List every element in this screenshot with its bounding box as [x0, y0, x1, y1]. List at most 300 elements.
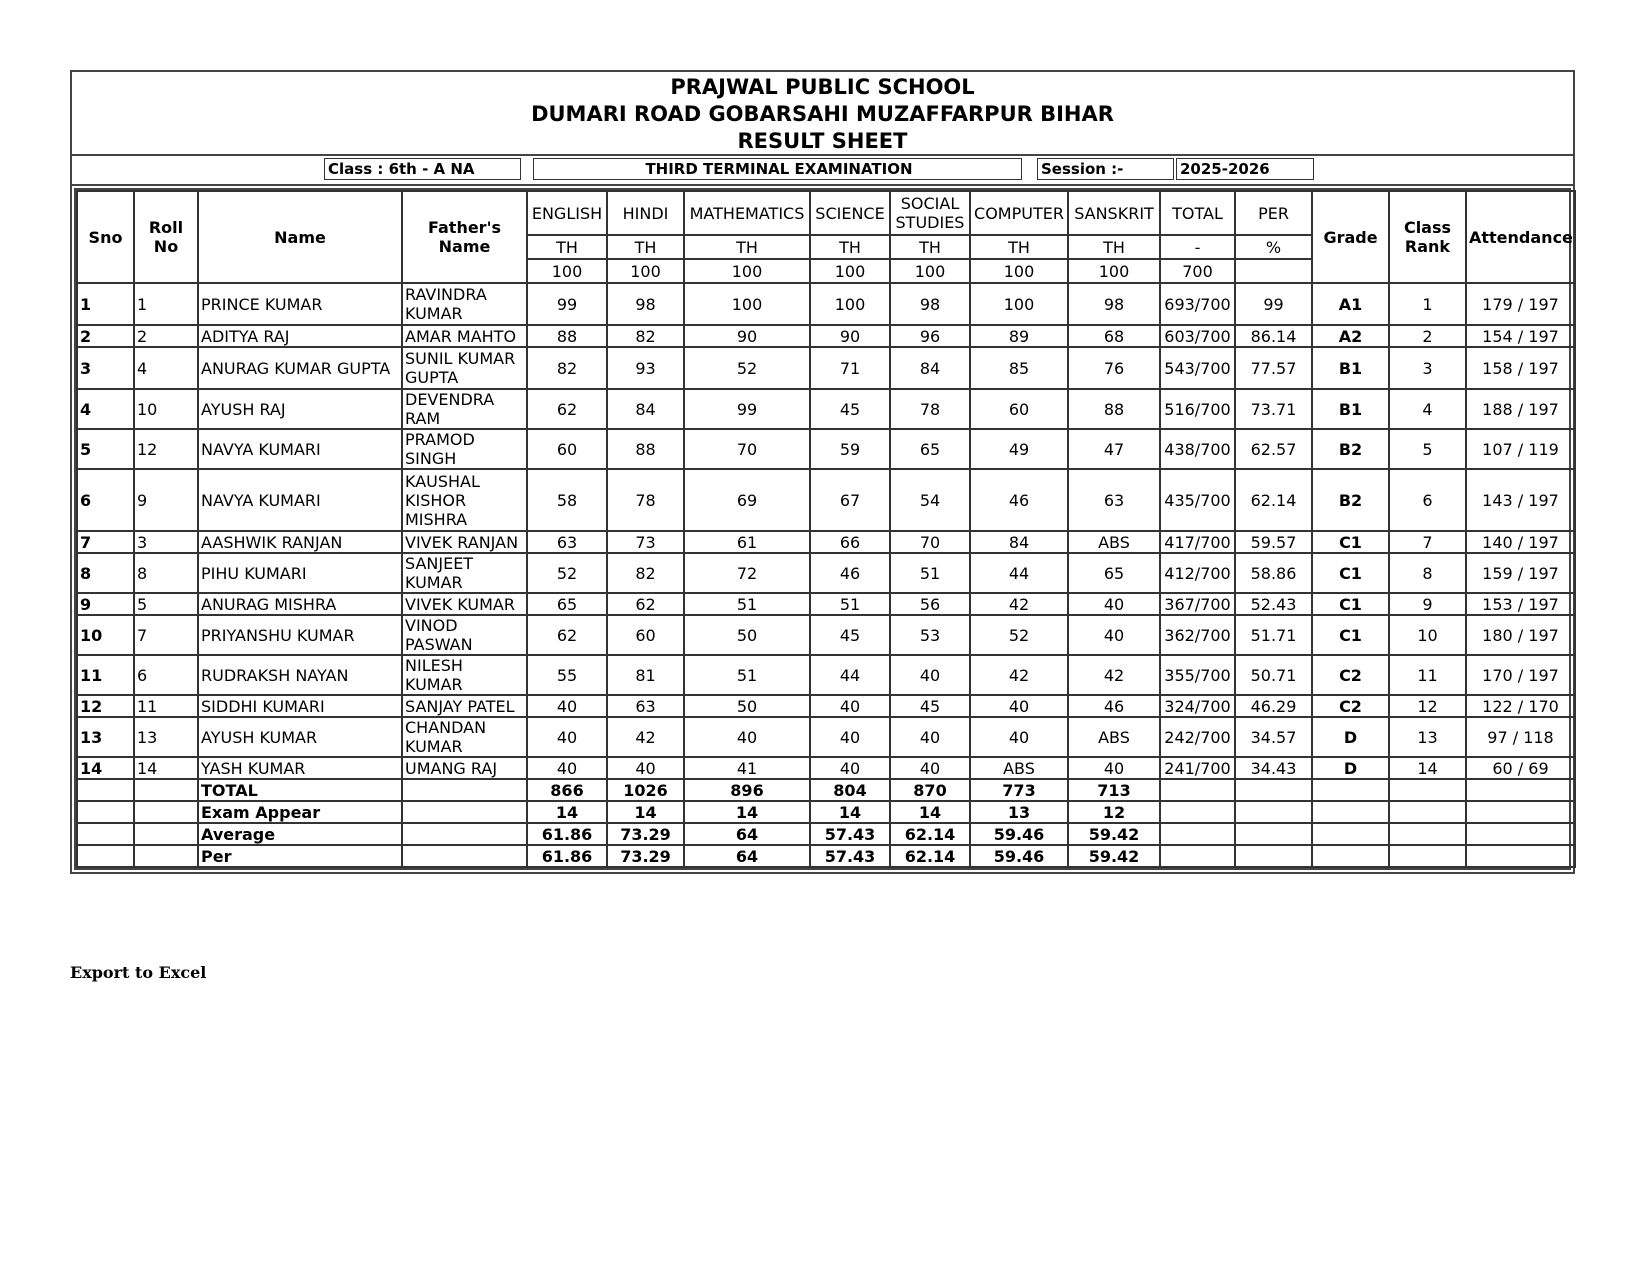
cell-rank: 7 [1389, 531, 1466, 553]
cell-mark: 62 [527, 615, 607, 655]
cell-empty [134, 823, 198, 845]
cell-mark: 40 [527, 717, 607, 757]
cell-mark: 88 [1068, 389, 1160, 429]
cell-name: ADITYA RAJ [198, 325, 402, 347]
cell-mark: 44 [810, 655, 890, 695]
cell-per: 50.71 [1235, 655, 1312, 695]
cell-total: 367/700 [1160, 593, 1235, 615]
cell-sno: 3 [77, 347, 134, 389]
cell-mark: 40 [1068, 593, 1160, 615]
summary-value: 896 [684, 779, 810, 801]
summary-value: 713 [1068, 779, 1160, 801]
cell-mark: 88 [527, 325, 607, 347]
cell-mark: 76 [1068, 347, 1160, 389]
col-subject-type: TH [810, 235, 890, 259]
cell-attendance: 107 / 119 [1466, 429, 1575, 469]
cell-father: VINOD PASWAN [402, 615, 527, 655]
cell-name: ANURAG MISHRA [198, 593, 402, 615]
table-row [77, 283, 1575, 325]
cell-mark: 68 [1068, 325, 1160, 347]
summary-label: Exam Appear [198, 801, 402, 823]
cell-mark: 100 [684, 283, 810, 325]
cell-mark: 90 [810, 325, 890, 347]
cell-mark: 40 [890, 655, 970, 695]
table-row [77, 717, 1575, 757]
cell-mark: 52 [527, 553, 607, 593]
table-row [77, 347, 1575, 389]
summary-value: 59.46 [970, 845, 1068, 867]
cell-mark: 51 [810, 593, 890, 615]
cell-mark: 53 [890, 615, 970, 655]
cell-mark: 98 [607, 283, 684, 325]
cell-mark: 40 [810, 717, 890, 757]
table-row [77, 531, 1575, 553]
cell-grade: A1 [1312, 283, 1389, 325]
cell-per: 58.86 [1235, 553, 1312, 593]
cell-mark: 44 [970, 553, 1068, 593]
table-row [77, 593, 1575, 615]
cell-total: 242/700 [1160, 717, 1235, 757]
col-per: PER [1235, 191, 1312, 235]
cell-mark: 85 [970, 347, 1068, 389]
summary-value: 14 [810, 801, 890, 823]
cell-name: AASHWIK RANJAN [198, 531, 402, 553]
cell-mark: 78 [607, 469, 684, 531]
cell-name: YASH KUMAR [198, 757, 402, 779]
results-table-frame [74, 188, 1571, 870]
cell-rank: 10 [1389, 615, 1466, 655]
cell-per: 62.57 [1235, 429, 1312, 469]
exam-meta-bar [72, 156, 1573, 186]
cell-mark: 49 [970, 429, 1068, 469]
cell-grade: C2 [1312, 655, 1389, 695]
cell-rank: 14 [1389, 757, 1466, 779]
cell-mark: 81 [607, 655, 684, 695]
cell-grade: C1 [1312, 615, 1389, 655]
cell-empty [1312, 845, 1389, 867]
col-grade: Grade [1312, 191, 1389, 283]
cell-mark: 54 [890, 469, 970, 531]
cell-grade: C1 [1312, 531, 1389, 553]
col-father: Father's Name [402, 191, 527, 283]
cell-mark: 82 [607, 553, 684, 593]
cell-mark: 84 [890, 347, 970, 389]
cell-mark: 51 [684, 655, 810, 695]
cell-empty [1235, 801, 1312, 823]
cell-name: NAVYA KUMARI [198, 429, 402, 469]
results-table [76, 190, 1576, 868]
cell-total: 362/700 [1160, 615, 1235, 655]
cell-empty [77, 801, 134, 823]
cell-father: SANJEET KUMAR [402, 553, 527, 593]
cell-mark: 72 [684, 553, 810, 593]
summary-value: 1026 [607, 779, 684, 801]
cell-mark: 60 [970, 389, 1068, 429]
table-row [77, 389, 1575, 429]
summary-value: 64 [684, 845, 810, 867]
table-row [77, 429, 1575, 469]
col-subject-max: 100 [684, 259, 810, 283]
cell-empty [1235, 779, 1312, 801]
cell-attendance: 153 / 197 [1466, 593, 1575, 615]
cell-mark: ABS [970, 757, 1068, 779]
col-subject-max: 100 [890, 259, 970, 283]
cell-per: 86.14 [1235, 325, 1312, 347]
cell-empty [134, 779, 198, 801]
table-header [77, 191, 1575, 283]
cell-roll: 8 [134, 553, 198, 593]
cell-mark: 40 [684, 717, 810, 757]
col-total-max: 700 [1160, 259, 1235, 283]
summary-value: 57.43 [810, 823, 890, 845]
cell-empty [1312, 801, 1389, 823]
cell-attendance: 122 / 170 [1466, 695, 1575, 717]
cell-sno: 4 [77, 389, 134, 429]
cell-empty [1160, 779, 1235, 801]
col-subject-max: 100 [810, 259, 890, 283]
cell-mark: 67 [810, 469, 890, 531]
cell-sno: 8 [77, 553, 134, 593]
cell-mark: 42 [970, 593, 1068, 615]
cell-total: 355/700 [1160, 655, 1235, 695]
col-subject-type: TH [607, 235, 684, 259]
cell-mark: 52 [684, 347, 810, 389]
cell-grade: B1 [1312, 389, 1389, 429]
cell-father: VIVEK KUMAR [402, 593, 527, 615]
cell-mark: 60 [607, 615, 684, 655]
cell-rank: 4 [1389, 389, 1466, 429]
cell-empty [1160, 845, 1235, 867]
col-subject: MATHEMATICS [684, 191, 810, 235]
cell-per: 62.14 [1235, 469, 1312, 531]
cell-per: 52.43 [1235, 593, 1312, 615]
cell-empty [1466, 845, 1575, 867]
result-sheet [70, 70, 1575, 874]
summary-value: 59.42 [1068, 845, 1160, 867]
cell-total: 693/700 [1160, 283, 1235, 325]
cell-attendance: 143 / 197 [1466, 469, 1575, 531]
summary-value: 12 [1068, 801, 1160, 823]
summary-value: 14 [684, 801, 810, 823]
cell-rank: 6 [1389, 469, 1466, 531]
cell-mark: 46 [1068, 695, 1160, 717]
cell-sno: 1 [77, 283, 134, 325]
col-attendance: Attendance [1466, 191, 1575, 283]
cell-father: VIVEK RANJAN [402, 531, 527, 553]
cell-empty [77, 823, 134, 845]
cell-mark: 100 [810, 283, 890, 325]
col-subject-type: TH [684, 235, 810, 259]
cell-mark: 40 [810, 695, 890, 717]
cell-empty [1389, 823, 1466, 845]
cell-attendance: 188 / 197 [1466, 389, 1575, 429]
cell-mark: 96 [890, 325, 970, 347]
summary-value: 866 [527, 779, 607, 801]
col-subject-max: 100 [527, 259, 607, 283]
summary-value: 57.43 [810, 845, 890, 867]
cell-per: 59.57 [1235, 531, 1312, 553]
summary-value: 73.29 [607, 823, 684, 845]
cell-mark: 40 [527, 757, 607, 779]
col-total-type: - [1160, 235, 1235, 259]
col-total: TOTAL [1160, 191, 1235, 235]
cell-name: RUDRAKSH NAYAN [198, 655, 402, 695]
cell-mark: 40 [607, 757, 684, 779]
cell-mark: 71 [810, 347, 890, 389]
cell-roll: 1 [134, 283, 198, 325]
cell-attendance: 170 / 197 [1466, 655, 1575, 695]
cell-name: PRINCE KUMAR [198, 283, 402, 325]
table-row [77, 655, 1575, 695]
cell-empty [1466, 801, 1575, 823]
cell-empty [77, 779, 134, 801]
cell-mark: 46 [810, 553, 890, 593]
cell-roll: 11 [134, 695, 198, 717]
col-subject: ENGLISH [527, 191, 607, 235]
summary-value: 870 [890, 779, 970, 801]
cell-mark: 40 [527, 695, 607, 717]
cell-mark: ABS [1068, 531, 1160, 553]
cell-total: 412/700 [1160, 553, 1235, 593]
cell-grade: C2 [1312, 695, 1389, 717]
cell-attendance: 180 / 197 [1466, 615, 1575, 655]
table-row [77, 757, 1575, 779]
cell-mark: 40 [1068, 757, 1160, 779]
cell-sno: 9 [77, 593, 134, 615]
cell-sno: 5 [77, 429, 134, 469]
cell-mark: 93 [607, 347, 684, 389]
cell-mark: 47 [1068, 429, 1160, 469]
summary-value: 62.14 [890, 845, 970, 867]
cell-mark: 42 [607, 717, 684, 757]
cell-father: AMAR MAHTO [402, 325, 527, 347]
cell-mark: 50 [684, 615, 810, 655]
cell-rank: 2 [1389, 325, 1466, 347]
cell-grade: A2 [1312, 325, 1389, 347]
cell-mark: 99 [684, 389, 810, 429]
cell-mark: 78 [890, 389, 970, 429]
cell-mark: 65 [890, 429, 970, 469]
cell-rank: 13 [1389, 717, 1466, 757]
col-subject-max: 100 [607, 259, 684, 283]
cell-empty [1312, 823, 1389, 845]
cell-mark: 45 [810, 389, 890, 429]
col-subject-max: 100 [970, 259, 1068, 283]
class-label: Class : 6th - A NA [324, 158, 521, 180]
cell-father: CHANDAN KUMAR [402, 717, 527, 757]
cell-mark: 45 [810, 615, 890, 655]
cell-mark: 59 [810, 429, 890, 469]
cell-name: NAVYA KUMARI [198, 469, 402, 531]
cell-mark: 62 [527, 389, 607, 429]
cell-attendance: 154 / 197 [1466, 325, 1575, 347]
cell-roll: 4 [134, 347, 198, 389]
cell-mark: 58 [527, 469, 607, 531]
cell-mark: 70 [684, 429, 810, 469]
session-label: Session :- [1037, 158, 1174, 180]
cell-sno: 13 [77, 717, 134, 757]
cell-mark: 98 [890, 283, 970, 325]
cell-empty [1312, 779, 1389, 801]
sheet-title: RESULT SHEET [737, 129, 908, 153]
cell-empty [1160, 801, 1235, 823]
cell-rank: 3 [1389, 347, 1466, 389]
summary-value: 14 [607, 801, 684, 823]
summary-value: 61.86 [527, 845, 607, 867]
summary-value: 13 [970, 801, 1068, 823]
cell-mark: 60 [527, 429, 607, 469]
cell-grade: B2 [1312, 469, 1389, 531]
exam-name: THIRD TERMINAL EXAMINATION [533, 158, 1022, 180]
cell-roll: 13 [134, 717, 198, 757]
export-to-excel-link[interactable]: Export to Excel [70, 963, 207, 982]
cell-empty [134, 845, 198, 867]
col-roll: Roll No [134, 191, 198, 283]
cell-sno: 11 [77, 655, 134, 695]
cell-per: 34.57 [1235, 717, 1312, 757]
cell-attendance: 158 / 197 [1466, 347, 1575, 389]
cell-sno: 7 [77, 531, 134, 553]
cell-sno: 12 [77, 695, 134, 717]
cell-rank: 9 [1389, 593, 1466, 615]
cell-father: PRAMOD SINGH [402, 429, 527, 469]
cell-grade: B2 [1312, 429, 1389, 469]
cell-attendance: 159 / 197 [1466, 553, 1575, 593]
cell-attendance: 60 / 69 [1466, 757, 1575, 779]
cell-father: RAVINDRA KUMAR [402, 283, 527, 325]
cell-mark: 61 [684, 531, 810, 553]
cell-total: 417/700 [1160, 531, 1235, 553]
cell-per: 51.71 [1235, 615, 1312, 655]
cell-mark: 63 [607, 695, 684, 717]
table-row [77, 325, 1575, 347]
col-rank: Class Rank [1389, 191, 1466, 283]
col-subject: COMPUTER [970, 191, 1068, 235]
summary-value: 73.29 [607, 845, 684, 867]
cell-total: 241/700 [1160, 757, 1235, 779]
cell-per: 77.57 [1235, 347, 1312, 389]
cell-mark: 55 [527, 655, 607, 695]
col-per-type: % [1235, 235, 1312, 259]
col-subject-type: TH [527, 235, 607, 259]
cell-mark: 40 [970, 695, 1068, 717]
summary-label: TOTAL [198, 779, 402, 801]
cell-empty [402, 823, 527, 845]
cell-sno: 6 [77, 469, 134, 531]
cell-rank: 5 [1389, 429, 1466, 469]
cell-per: 34.43 [1235, 757, 1312, 779]
cell-empty [402, 845, 527, 867]
session-value: 2025-2026 [1176, 158, 1314, 180]
cell-father: KAUSHAL KISHOR MISHRA [402, 469, 527, 531]
cell-mark: 40 [970, 717, 1068, 757]
cell-mark: 46 [970, 469, 1068, 531]
cell-rank: 1 [1389, 283, 1466, 325]
summary-value: 64 [684, 823, 810, 845]
cell-total: 435/700 [1160, 469, 1235, 531]
cell-mark: ABS [1068, 717, 1160, 757]
cell-roll: 9 [134, 469, 198, 531]
cell-father: NILESH KUMAR [402, 655, 527, 695]
cell-mark: 100 [970, 283, 1068, 325]
cell-father: DEVENDRA RAM [402, 389, 527, 429]
cell-mark: 41 [684, 757, 810, 779]
cell-empty [1235, 845, 1312, 867]
col-subject-max: 100 [1068, 259, 1160, 283]
cell-mark: 51 [684, 593, 810, 615]
cell-mark: 99 [527, 283, 607, 325]
summary-value: 59.42 [1068, 823, 1160, 845]
summary-row [77, 801, 1575, 823]
cell-attendance: 179 / 197 [1466, 283, 1575, 325]
cell-name: AYUSH RAJ [198, 389, 402, 429]
col-name: Name [198, 191, 402, 283]
cell-attendance: 140 / 197 [1466, 531, 1575, 553]
cell-mark: 63 [1068, 469, 1160, 531]
cell-mark: 73 [607, 531, 684, 553]
cell-mark: 82 [607, 325, 684, 347]
col-subject-type: TH [1068, 235, 1160, 259]
summary-label: Average [198, 823, 402, 845]
cell-empty [1389, 801, 1466, 823]
cell-mark: 51 [890, 553, 970, 593]
cell-empty [402, 801, 527, 823]
summary-row [77, 823, 1575, 845]
col-subject: HINDI [607, 191, 684, 235]
cell-rank: 11 [1389, 655, 1466, 695]
cell-mark: 98 [1068, 283, 1160, 325]
cell-mark: 82 [527, 347, 607, 389]
cell-sno: 14 [77, 757, 134, 779]
cell-mark: 52 [970, 615, 1068, 655]
summary-value: 773 [970, 779, 1068, 801]
cell-mark: 63 [527, 531, 607, 553]
cell-name: SIDDHI KUMARI [198, 695, 402, 717]
cell-mark: 90 [684, 325, 810, 347]
col-per-max [1235, 259, 1312, 283]
cell-name: PRIYANSHU KUMAR [198, 615, 402, 655]
header-row [77, 191, 1575, 235]
cell-roll: 5 [134, 593, 198, 615]
cell-sno: 2 [77, 325, 134, 347]
summary-row [77, 845, 1575, 867]
table-body [77, 283, 1575, 867]
cell-mark: 40 [890, 757, 970, 779]
cell-total: 324/700 [1160, 695, 1235, 717]
cell-mark: 62 [607, 593, 684, 615]
cell-total: 438/700 [1160, 429, 1235, 469]
col-subject-type: TH [970, 235, 1068, 259]
cell-mark: 70 [890, 531, 970, 553]
cell-mark: 89 [970, 325, 1068, 347]
summary-row [77, 779, 1575, 801]
cell-mark: 84 [607, 389, 684, 429]
cell-sno: 10 [77, 615, 134, 655]
cell-roll: 3 [134, 531, 198, 553]
cell-empty [1389, 845, 1466, 867]
cell-grade: D [1312, 757, 1389, 779]
cell-grade: D [1312, 717, 1389, 757]
cell-total: 516/700 [1160, 389, 1235, 429]
cell-mark: 42 [970, 655, 1068, 695]
cell-father: SANJAY PATEL [402, 695, 527, 717]
summary-value: 59.46 [970, 823, 1068, 845]
cell-mark: 40 [890, 717, 970, 757]
cell-rank: 12 [1389, 695, 1466, 717]
table-row [77, 695, 1575, 717]
cell-grade: C1 [1312, 593, 1389, 615]
cell-roll: 14 [134, 757, 198, 779]
